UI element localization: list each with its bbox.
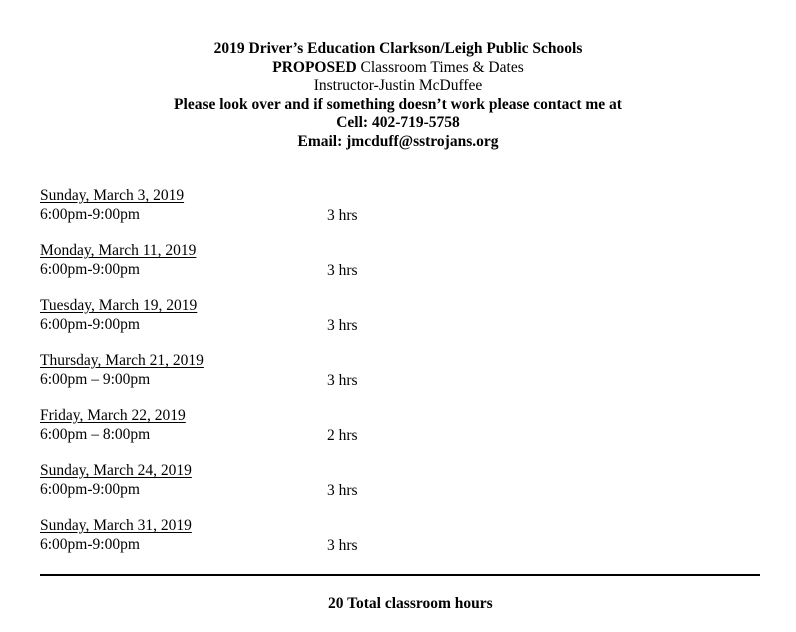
session-item	[40, 407, 760, 462]
session-date: Monday, March 11, 2019	[40, 242, 197, 259]
session-hours: 3 hrs	[327, 317, 358, 334]
horizontal-divider	[40, 574, 760, 576]
session-item	[40, 187, 760, 242]
proposed-label: PROPOSED	[272, 58, 357, 76]
cell-phone: Cell: 402-719-5758	[336, 114, 460, 131]
document-header	[0, 40, 796, 151]
session-time: 6:00pm-9:00pm	[40, 260, 140, 278]
session-time: 6:00pm – 9:00pm	[40, 370, 151, 388]
session-item	[40, 462, 760, 517]
session-item	[40, 297, 760, 352]
session-date: Friday, March 22, 2019	[40, 407, 186, 424]
session-item	[40, 352, 760, 407]
session-hours: 3 hrs	[327, 482, 358, 499]
email-address: Email: jmcduff@sstrojans.org	[297, 132, 499, 150]
session-time: 6:00pm-9:00pm	[40, 480, 140, 498]
session-time: 6:00pm-9:00pm	[40, 535, 140, 553]
session-item	[40, 242, 760, 297]
session-hours: 3 hrs	[327, 262, 358, 279]
subtitle-text: Classroom Times & Dates	[356, 58, 524, 76]
schedule-list	[40, 187, 760, 572]
session-hours: 3 hrs	[327, 537, 358, 554]
session-date: Thursday, March 21, 2019	[40, 352, 204, 369]
session-date: Sunday, March 24, 2019	[40, 462, 192, 479]
session-time: 6:00pm – 8:00pm	[40, 425, 151, 443]
session-hours: 2 hrs	[327, 427, 358, 444]
session-time: 6:00pm-9:00pm	[40, 205, 140, 223]
document-title: 2019 Driver’s Education Clarkson/Leigh Public Schools	[213, 40, 583, 57]
session-item	[40, 517, 760, 572]
session-date: Tuesday, March 19, 2019	[40, 297, 198, 314]
session-hours: 3 hrs	[327, 207, 358, 224]
session-time: 6:00pm-9:00pm	[40, 315, 140, 333]
instructor-line: Instructor-Justin McDuffee	[313, 77, 483, 94]
session-date: Sunday, March 31, 2019	[40, 517, 192, 534]
session-hours: 3 hrs	[327, 372, 358, 389]
document-subtitle	[0, 59, 796, 78]
session-date: Sunday, March 3, 2019	[40, 187, 185, 204]
total-hours: 20 Total classroom hours	[328, 595, 493, 612]
contact-notice: Please look over and if something doesn’t work please contact me at	[174, 95, 622, 113]
